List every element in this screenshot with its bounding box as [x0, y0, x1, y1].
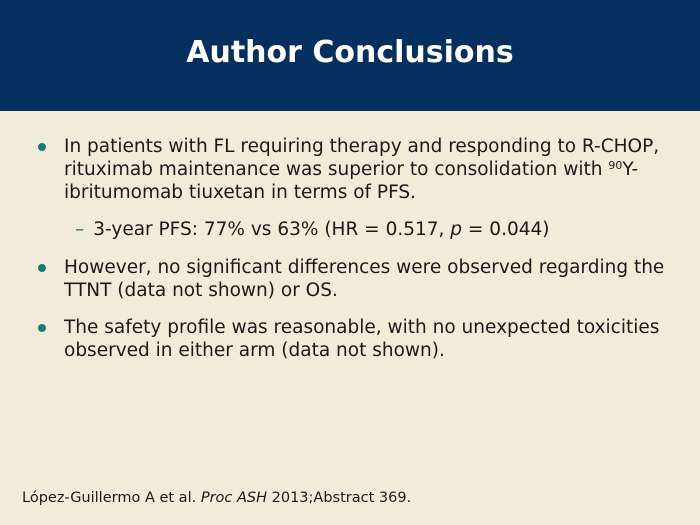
sub-bullet-item — [75, 218, 678, 241]
bullet-dot-icon — [38, 264, 46, 272]
bullet-text-part: Y-ibritumomab tiuxetan in terms of PFS. — [64, 159, 639, 203]
bullet-item — [38, 316, 678, 362]
bullet-text: However, no significant differences were observed regarding the TTNT (data not shown) or OS. — [64, 257, 665, 301]
superscript: 90 — [608, 159, 623, 172]
citation-rest: 2013;Abstract 369. — [267, 490, 412, 506]
citation-authors: López-Guillermo A et al. — [22, 490, 201, 506]
bullet-dot-icon — [38, 324, 46, 332]
bullet-item — [38, 256, 678, 302]
sub-bullet-text — [93, 218, 549, 241]
italic-p: p — [450, 219, 463, 240]
bullet-item — [38, 135, 678, 204]
sub-text-part: 3-year PFS: 77% vs 63% (HR = 0.517, — [93, 219, 451, 240]
bullet-text-part: In patients with FL requiring therapy and responding to R-CHOP, rituximab maintenance was superior to consolidation with — [64, 136, 660, 180]
bullet-text: The safety profile was reasonable, with no unexpected toxicities observed in either arm (data not shown). — [64, 317, 660, 361]
bullet-dot-icon — [38, 143, 46, 151]
slide-title: Author Conclusions — [186, 35, 514, 70]
citation-journal: Proc ASH — [200, 490, 268, 506]
title-bar — [0, 0, 700, 111]
citation — [22, 490, 411, 506]
sub-text-part: = 0.044) — [462, 219, 550, 240]
bullet-text — [64, 135, 678, 204]
slide-content — [38, 135, 678, 362]
dash-icon: – — [75, 219, 85, 240]
